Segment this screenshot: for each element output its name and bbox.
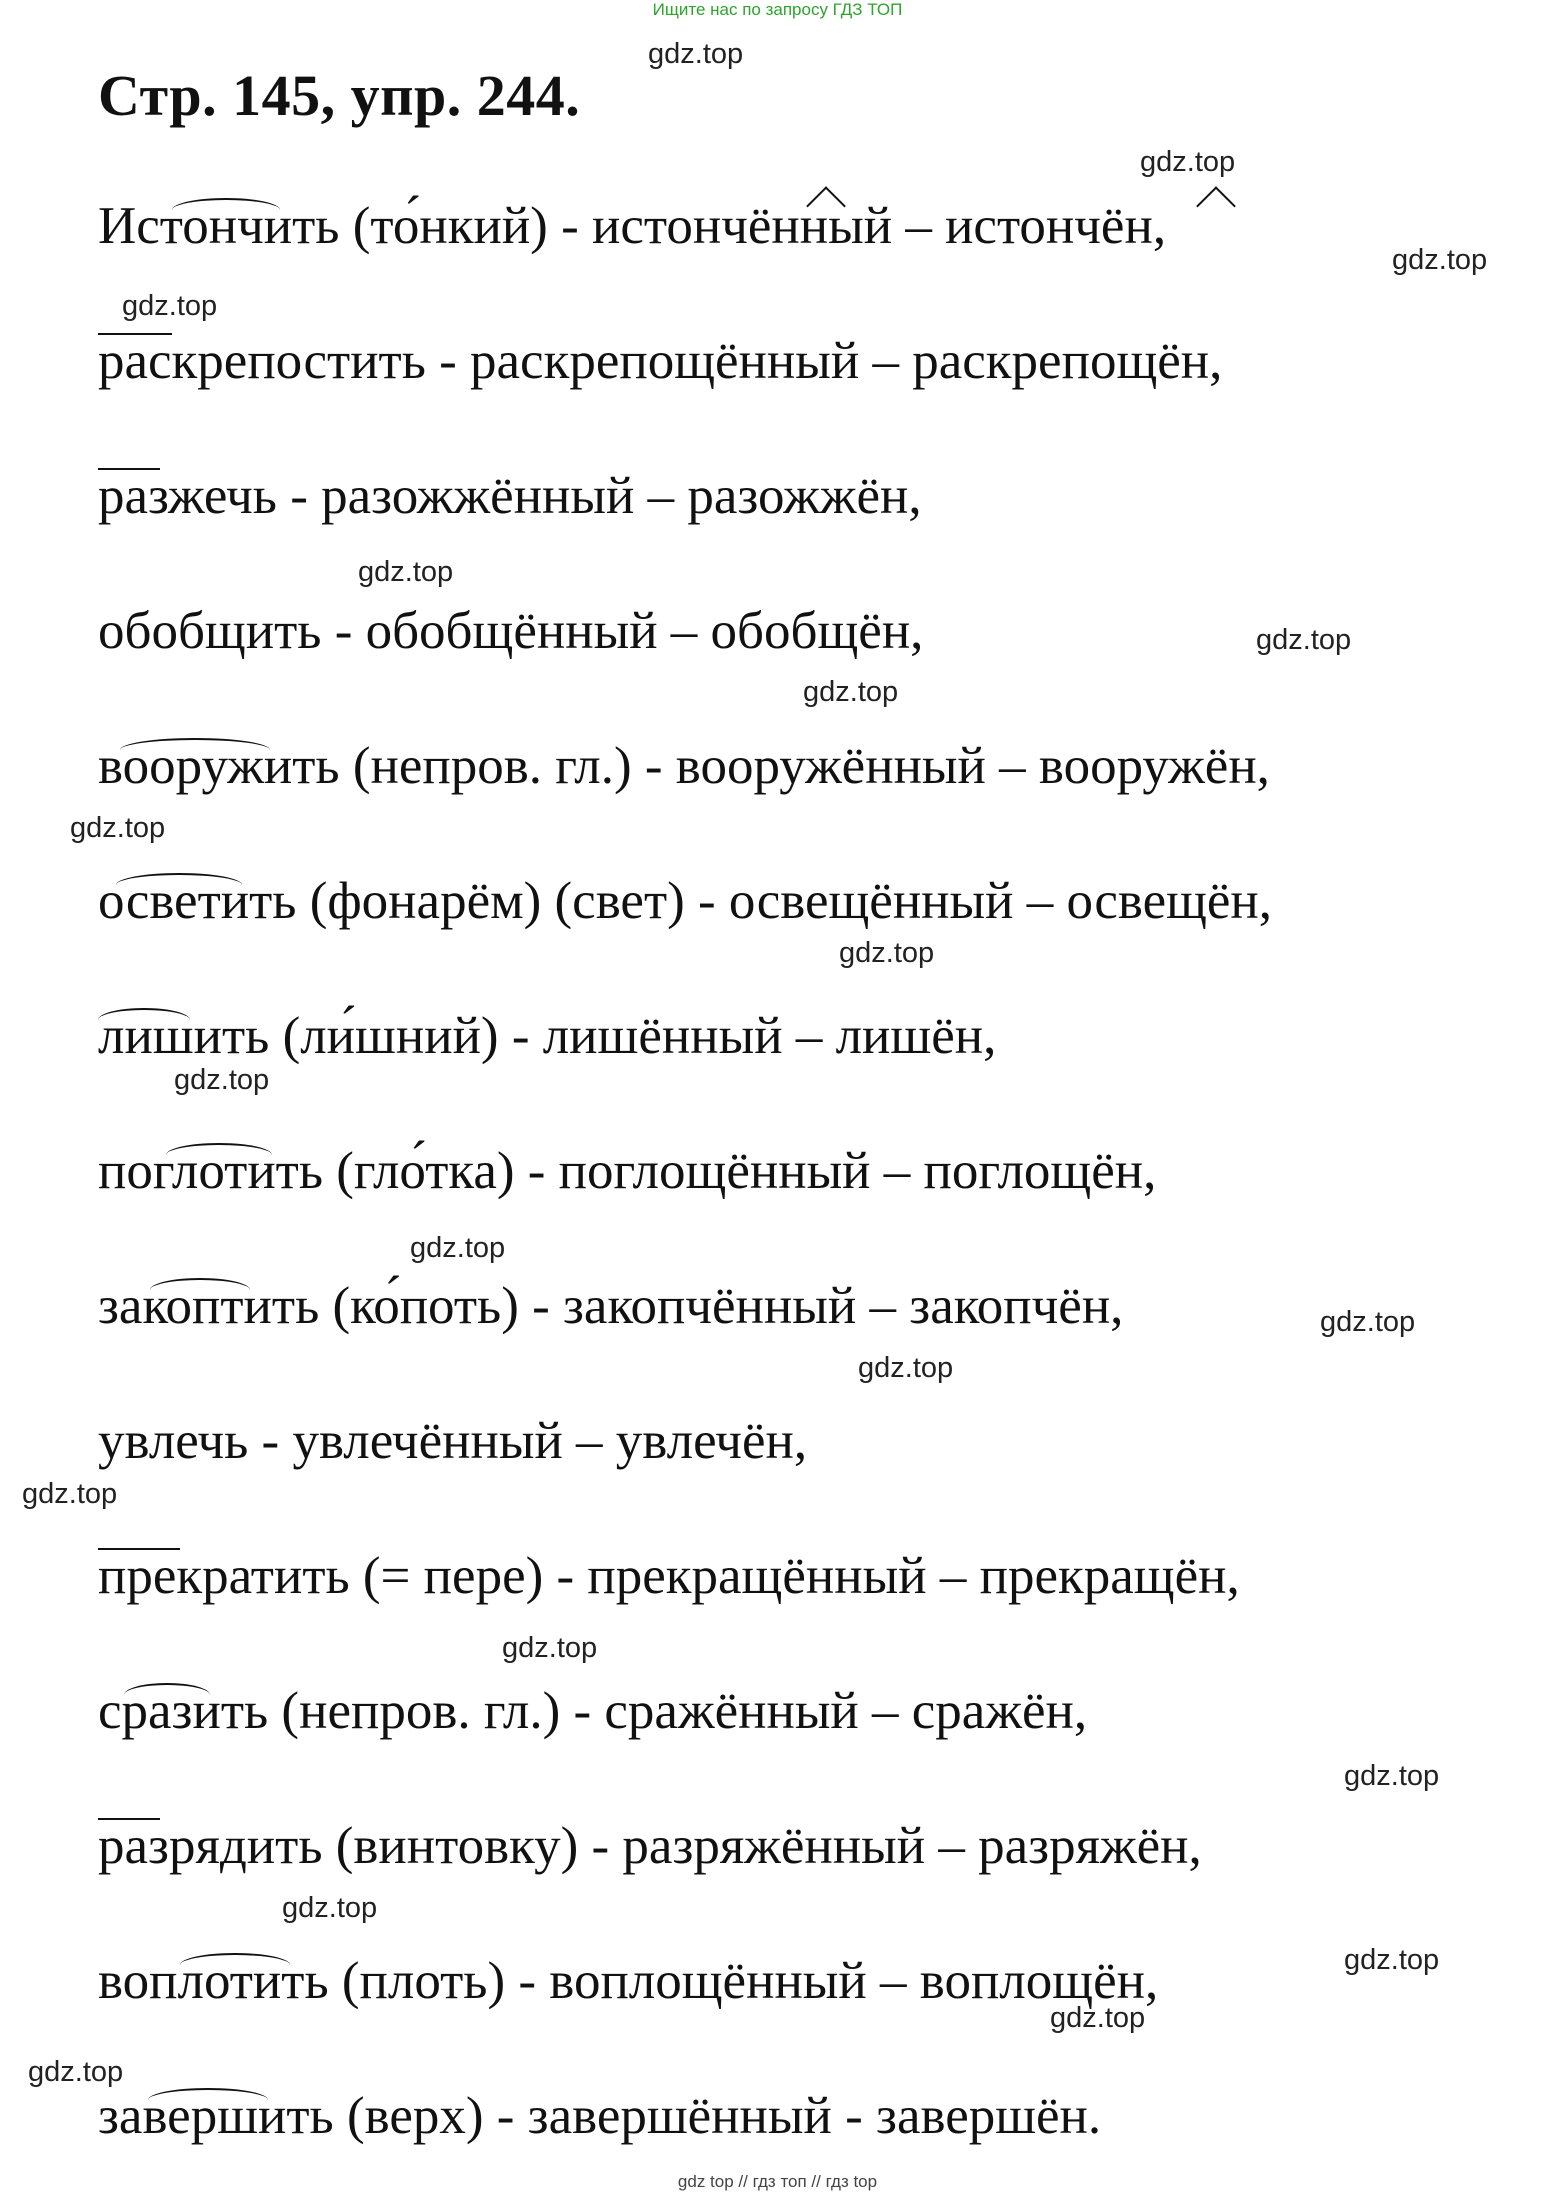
top-note: Ищите нас по запросу ГДЗ ТОП <box>652 0 903 19</box>
root-arc-mark <box>124 1683 210 1707</box>
root-arc-mark <box>116 873 242 897</box>
exercise-line: раскрепостить - раскрепощённый – раскрепощён, <box>98 332 1223 390</box>
watermark: gdz.top <box>803 676 899 708</box>
prefix-line-mark <box>98 1548 180 1550</box>
watermark: gdz.top <box>70 812 166 844</box>
watermark: gdz.top <box>1256 624 1352 656</box>
exercise-line: закоптить (ко́поть) - закопчённый – закопчён, <box>98 1277 1124 1335</box>
watermark: gdz.top <box>648 38 744 70</box>
watermark: gdz.top <box>1050 2002 1146 2034</box>
watermark: gdz.top <box>1392 244 1488 276</box>
watermark: gdz.top <box>1344 1760 1440 1792</box>
footer: gdz top // гдз топ // гдз top <box>677 2172 878 2191</box>
exercise-line: воплотить (плоть) - воплощённый – воплощён, <box>98 1952 1159 2010</box>
prefix-line-mark <box>98 1818 160 1820</box>
exercise-line: разрядить (винтовку) - разряжённый – разряжён, <box>98 1817 1202 1875</box>
watermark: gdz.top <box>410 1232 506 1264</box>
root-arc-mark <box>166 1143 272 1167</box>
watermark: gdz.top <box>839 937 935 969</box>
root-arc-mark <box>150 1278 250 1302</box>
watermark: gdz.top <box>1344 1944 1440 1976</box>
exercise-line: разжечь - разожжённый – разожжён, <box>98 467 922 525</box>
watermark: gdz.top <box>1140 146 1236 178</box>
root-arc-mark <box>98 1008 190 1032</box>
exercise-line: завершить (верх) - завершённый - завершён. <box>98 2087 1102 2145</box>
prefix-line-mark <box>98 333 172 335</box>
suffix-hat-mark <box>1198 190 1234 208</box>
watermark: gdz.top <box>122 290 218 322</box>
root-arc-mark <box>120 738 270 762</box>
exercise-line: увлечь - увлечённый – увлечён, <box>98 1412 808 1470</box>
prefix-line-mark <box>98 468 160 470</box>
exercise-line: лишить (ли́шний) - лишённый – лишён, <box>98 1007 997 1065</box>
exercise-line: осветить (фонарём) (свет) - освещённый – освещён, <box>98 872 1273 930</box>
exercise-line: обобщить - обобщённый – обобщён, <box>98 602 924 660</box>
page-title: Стр. 145, упр. 244. <box>98 63 581 128</box>
watermark: gdz.top <box>858 1352 954 1384</box>
exercise-line: поглотить (гло́тка) - поглощённый – поглощён, <box>98 1142 1157 1200</box>
root-arc-mark <box>180 1953 290 1977</box>
watermark: gdz.top <box>502 1632 598 1664</box>
exercise-line: прекратить (= пере) - прекращённый – прекращён, <box>98 1547 1240 1605</box>
root-arc-mark <box>172 198 280 222</box>
watermark: gdz.top <box>358 556 454 588</box>
suffix-hat-mark <box>808 190 844 208</box>
watermark: gdz.top <box>28 2056 124 2088</box>
exercise-line: Истончить (то́нкий) - истончённый – истончён, <box>98 197 1167 255</box>
watermark: gdz.top <box>174 1064 270 1096</box>
exercise-line: сразить (непров. гл.) - сражённый – сражён, <box>98 1682 1088 1740</box>
root-arc-mark <box>148 2088 268 2112</box>
watermark: gdz.top <box>22 1478 118 1510</box>
watermark: gdz.top <box>1320 1306 1416 1338</box>
exercise-line: вооружить (непров. гл.) - вооружённый – вооружён, <box>98 737 1270 795</box>
watermark: gdz.top <box>282 1892 378 1924</box>
